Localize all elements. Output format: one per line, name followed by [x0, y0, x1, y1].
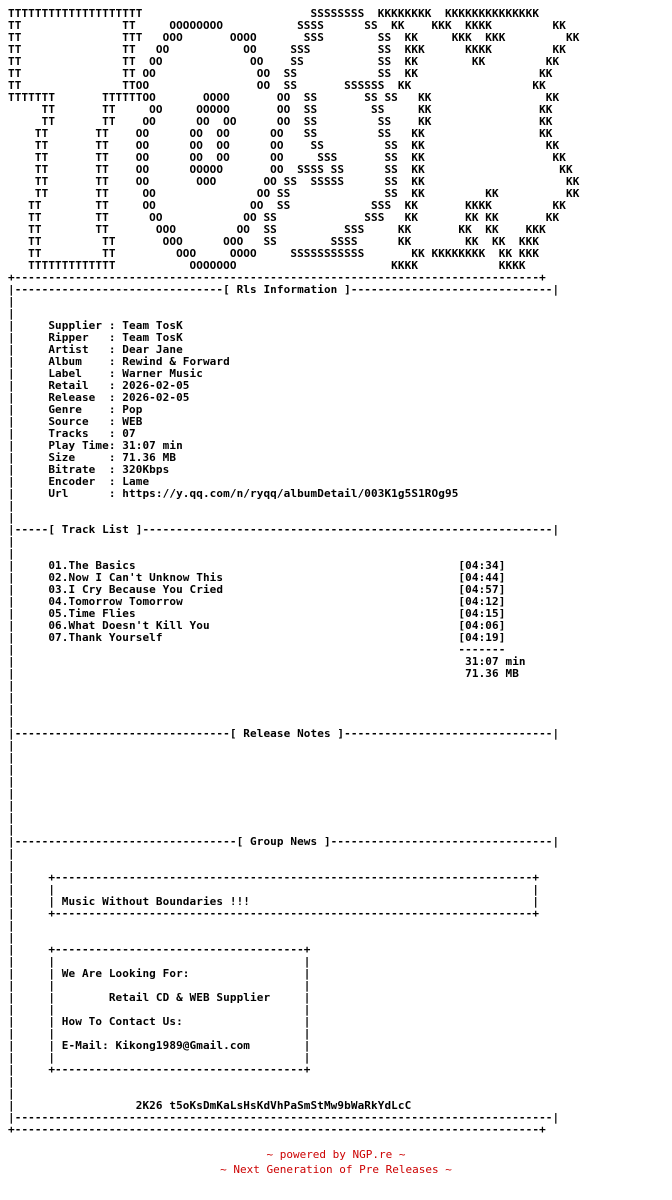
nfo-line: | Album : Rewind & Forward — [8, 355, 230, 368]
nfo-line: | Release : 2026-02-05 — [8, 391, 190, 404]
nfo-line: | — [8, 715, 15, 728]
nfo-line: TT TT OO OO OO OO SS SS KK KK — [8, 139, 560, 152]
nfo-line: | | | — [8, 883, 540, 896]
nfo-line: | ------- — [8, 643, 506, 656]
nfo-line: | 01.The Basics [04:34] — [8, 559, 506, 572]
nfo-line: TT TT OO OOO OO SS SSSSS SS KK KK — [8, 175, 580, 188]
nfo-line: | — [8, 775, 15, 788]
nfo-line: | Url : https://y.qq.com/n/ryqq/albumDetail/003K1g5S1ROg95 — [8, 487, 459, 500]
nfo-line: TT TT OO OO SS SS KK KK — [8, 67, 553, 80]
nfo-line: | — [8, 847, 15, 860]
nfo-line: | — [8, 547, 15, 560]
nfo-line: | — [8, 931, 15, 944]
nfo-line: | Tracks : 07 — [8, 427, 136, 440]
nfo-line: | 31:07 min — [8, 655, 526, 668]
nfo-line: | — [8, 751, 15, 764]
nfo-line: TT TT OO OO SSS SS KKK KKKK KK — [8, 43, 566, 56]
nfo-line: | — [8, 787, 15, 800]
nfo-line: | — [8, 691, 15, 704]
nfo-line: | | We Are Looking For: | — [8, 967, 311, 980]
nfo-line: | | Music Without Boundaries !!! | — [8, 895, 540, 908]
nfo-line: TT TT OO OO OO OO SS SS KK KK — [8, 127, 553, 140]
nfo-line: | — [8, 535, 15, 548]
nfo-line: +------------------------------------------------------------------------------+ — [8, 1123, 546, 1136]
nfo-line: |-------------------------------[ Rls Information ]------------------------------| — [8, 283, 560, 296]
nfo-line: | — [8, 307, 15, 320]
tagline-footer — [0, 1162, 672, 1177]
nfo-line: | — [8, 499, 15, 512]
nfo-line: TT TT OO OO OO OO SS SS KK KK — [8, 115, 553, 128]
nfo-line: | 05.Time Flies [04:15] — [8, 607, 506, 620]
nfo-line: | Label : Warner Music — [8, 367, 203, 380]
nfo-line: | Ripper : Team TosK — [8, 331, 183, 344]
nfo-line: | — [8, 919, 15, 932]
nfo-line: | Source : WEB — [8, 415, 143, 428]
nfo-line: | Size : 71.36 MB — [8, 451, 177, 464]
nfo-line: | — [8, 295, 15, 308]
nfo-line: TT TT OOOOOOOO SSSS SS KK KKK KKKK KK — [8, 19, 566, 32]
nfo-line: | | | — [8, 955, 311, 968]
powered-by-footer — [0, 1147, 672, 1162]
powered-by-text: ~ powered by NGP.re ~ — [266, 1148, 406, 1161]
nfo-line: | 04.Tomorrow Tomorrow [04:12] — [8, 595, 506, 608]
nfo-line: | | | — [8, 1027, 311, 1040]
nfo-line: | 2K26 t5oKsDmKaLsHsKdVhPaSmStMw9bWaRkYdLcC — [8, 1099, 412, 1112]
nfo-line: | +-------------------------------------+ — [8, 943, 311, 956]
nfo-line: | — [8, 763, 15, 776]
nfo-line: TT TT OO OO SS SSS KK KKKK KK — [8, 199, 566, 212]
nfo-line: TT TT OOO OO SS SSS KK KK KK KKK — [8, 223, 546, 236]
nfo-line: | | Retail CD & WEB Supplier | — [8, 991, 311, 1004]
nfo-line: | — [8, 679, 15, 692]
nfo-line: | — [8, 1087, 15, 1100]
nfo-line: | | | — [8, 1051, 311, 1064]
nfo-line: | | How To Contact Us: | — [8, 1015, 311, 1028]
nfo-line: | — [8, 703, 15, 716]
nfo-line: +------------------------------------------------------------------------------+ — [8, 271, 546, 284]
nfo-document — [8, 8, 579, 1136]
nfo-line: | — [8, 511, 15, 524]
nfo-line: | Genre : Pop — [8, 403, 143, 416]
nfo-line: TTTTTTTTTTTTTTTTTTTT SSSSSSSS KKKKKKKK KKKKKKKKKKKKKK — [8, 7, 540, 20]
nfo-line: | | | — [8, 1003, 311, 1016]
nfo-line: | 07.Thank Yourself [04:19] — [8, 631, 506, 644]
nfo-line: TT TT OOO OOO SS SSSS KK KK KK KKK — [8, 235, 540, 248]
nfo-line: TT TT OO OOOOO OO SS SS KK KK — [8, 103, 553, 116]
nfo-line: | — [8, 811, 15, 824]
nfo-line: | — [8, 859, 15, 872]
nfo-line: | +-------------------------------------+ — [8, 1063, 311, 1076]
nfo-line: | 71.36 MB — [8, 667, 519, 680]
nfo-line: | 03.I Cry Because You Cried [04:57] — [8, 583, 506, 596]
nfo-line: TT TTOO OO SS SSSSSS KK KK — [8, 79, 546, 92]
nfo-line: TT TT OO OO SS SSS KK KK KK KK — [8, 211, 560, 224]
nfo-line: | Play Time: 31:07 min — [8, 439, 183, 452]
nfo-line: |---------------------------------[ Group News ]---------------------------------| — [8, 835, 560, 848]
nfo-line: | — [8, 1075, 15, 1088]
nfo-line: | Supplier : Team TosK — [8, 319, 183, 332]
nfo-line: | +-----------------------------------------------------------------------+ — [8, 871, 540, 884]
nfo-line: | | | — [8, 979, 311, 992]
nfo-line: TTTTTTTTTTTTT OOOOOOO KKKK KKKK — [8, 259, 526, 272]
nfo-line: | Retail : 2026-02-05 — [8, 379, 190, 392]
nfo-line: | — [8, 823, 15, 836]
nfo-line: |-----[ Track List ]-------------------------------------------------------------| — [8, 523, 560, 536]
nfo-line: | Bitrate : 320Kbps — [8, 463, 170, 476]
nfo-line: | — [8, 799, 15, 812]
nfo-line: TTTTTTT TTTTTTOO OOOO OO SS SS SS KK KK — [8, 91, 560, 104]
nfo-line: | Artist : Dear Jane — [8, 343, 183, 356]
nfo-line: TT TT OO OO SS SS KK KK KK — [8, 187, 580, 200]
nfo-line: TT TT OO OO OO OO SSS SS KK KK — [8, 151, 566, 164]
nfo-line: |--------------------------------[ Release Notes ]-------------------------------| — [8, 727, 560, 740]
nfo-line: TT TTT OOO OOOO SSS SS KK KKK KKK KK — [8, 31, 580, 44]
nfo-line: | +-----------------------------------------------------------------------+ — [8, 907, 540, 920]
nfo-line: | 02.Now I Can't Unknow This [04:44] — [8, 571, 506, 584]
nfo-line: TT TT OO OO SS SS KK KK KK — [8, 55, 560, 68]
nfo-line: |--------------------------------------------------------------------------------| — [8, 1111, 560, 1124]
nfo-line: | Encoder : Lame — [8, 475, 150, 488]
nfo-line: TT TT OOO OOOO SSSSSSSSSSS KK KKKKKKKK KK KKK — [8, 247, 540, 260]
nfo-line: | 06.What Doesn't Kill You [04:06] — [8, 619, 506, 632]
nfo-line: TT TT OO OOOOO OO SSSS SS SS KK KK — [8, 163, 573, 176]
nfo-line: | | E-Mail: Kikong1989@Gmail.com | — [8, 1039, 311, 1052]
nfo-line: | — [8, 739, 15, 752]
tagline-text: ~ Next Generation of Pre Releases ~ — [220, 1163, 452, 1176]
